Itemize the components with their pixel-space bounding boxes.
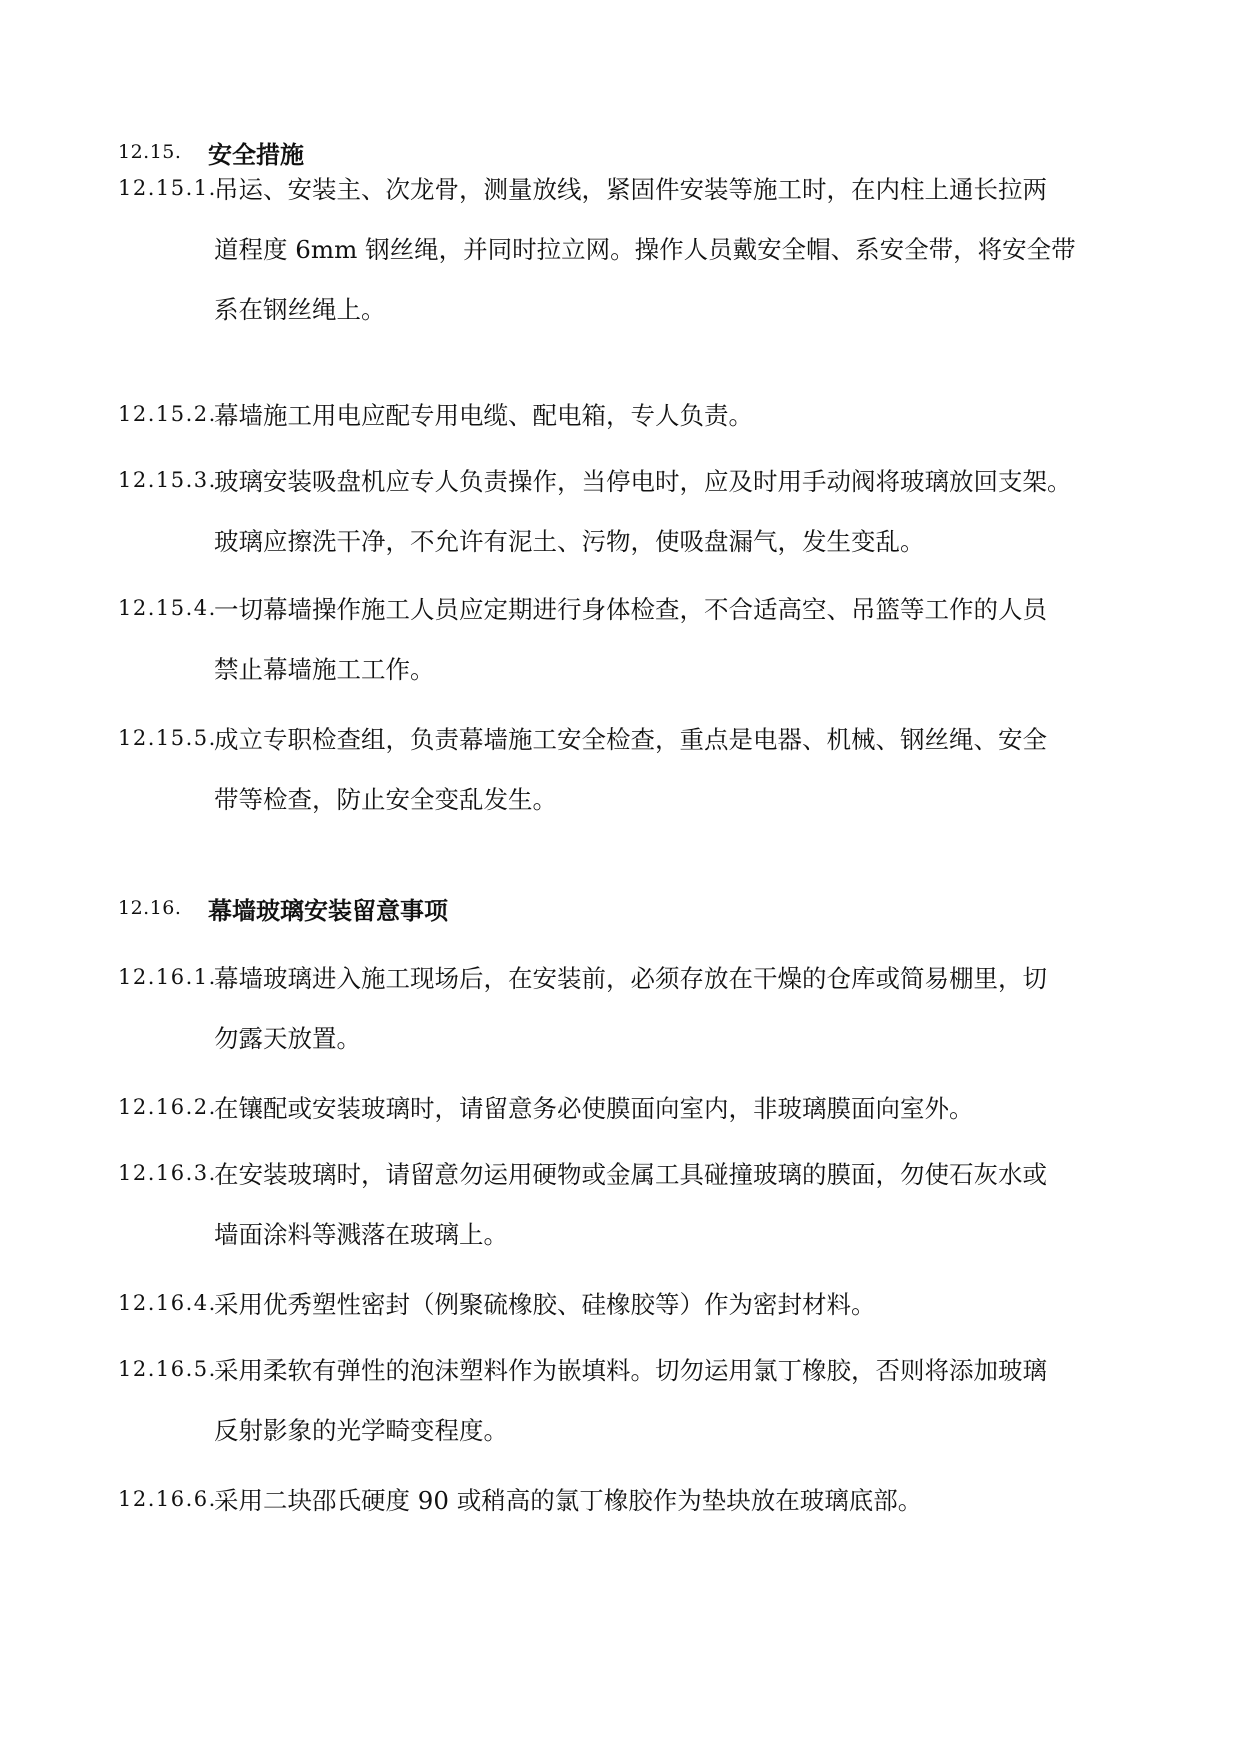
item-number: 12.16.4. xyxy=(118,1291,217,1315)
list-item xyxy=(118,1273,1138,1333)
item-text-line: 玻璃安装吸盘机应专人负责操作，当停电时，应及时用手动阀将玻璃放回支架。 xyxy=(214,466,1072,496)
item-text-line: 道程度 6mm 钢丝绳，并同时拉立网。操作人员戴安全帽、系安全带，将安全带 xyxy=(214,234,1076,264)
item-text-line: 采用二块邵氏硬度 90 或稍高的氯丁橡胶作为垫块放在玻璃底部。 xyxy=(214,1485,923,1515)
item-number: 12.15.2. xyxy=(118,402,217,426)
item-text-line: 墙面涂料等溅落在玻璃上。 xyxy=(214,1219,508,1249)
list-item xyxy=(118,1339,1138,1459)
item-number: 12.15.3. xyxy=(118,468,217,492)
item-text-line: 一切幕墙操作施工人员应定期进行身体检查，不合适高空、吊篮等工作的人员 xyxy=(214,594,1047,624)
item-text-line: 禁止幕墙施工工作。 xyxy=(214,654,435,684)
item-number: 12.16.6. xyxy=(118,1487,217,1511)
section-heading xyxy=(118,888,448,928)
list-item xyxy=(118,384,1138,444)
list-item xyxy=(118,578,1138,698)
item-text-line: 采用柔软有弹性的泡沫塑料作为嵌填料。切勿运用氯丁橡胶，否则将添加玻璃 xyxy=(214,1355,1047,1385)
item-number: 12.15.4. xyxy=(118,596,217,620)
list-item xyxy=(118,708,1138,828)
list-item xyxy=(118,450,1138,570)
item-number: 12.16.3. xyxy=(118,1161,217,1185)
item-text-line: 带等检查，防止安全变乱发生。 xyxy=(214,784,557,814)
item-text-line: 反射影象的光学畸变程度。 xyxy=(214,1415,508,1445)
list-item xyxy=(118,1077,1138,1137)
item-number: 12.15.5. xyxy=(118,726,217,750)
list-item xyxy=(118,947,1138,1067)
list-item xyxy=(118,1143,1138,1263)
item-number: 12.16.2. xyxy=(118,1095,217,1119)
item-text-line: 幕墙施工用电应配专用电缆、配电箱，专人负责。 xyxy=(214,400,753,430)
list-item xyxy=(118,1469,1138,1529)
item-text-line: 在安装玻璃时，请留意勿运用硬物或金属工具碰撞玻璃的膜面，勿使石灰水或 xyxy=(214,1159,1047,1189)
section-title: 安全措施 xyxy=(208,140,304,169)
item-text-line: 系在钢丝绳上。 xyxy=(214,294,386,324)
item-text-line: 成立专职检查组，负责幕墙施工安全检查，重点是电器、机械、钢丝绳、安全 xyxy=(214,724,1047,754)
item-text-line: 采用优秀塑性密封（例聚硫橡胶、硅橡胶等）作为密封材料。 xyxy=(214,1289,876,1319)
section-number: 12.16. xyxy=(118,897,182,919)
item-text-line: 吊运、安装主、次龙骨，测量放线，紧固件安装等施工时，在内柱上通长拉两 xyxy=(214,174,1047,204)
item-number: 12.15.1. xyxy=(118,176,217,200)
item-text-line: 玻璃应擦洗干净，不允许有泥土、污物，使吸盘漏气，发生变乱。 xyxy=(214,526,925,556)
list-item xyxy=(118,158,1138,338)
item-number: 12.16.5. xyxy=(118,1357,217,1381)
item-text-line: 勿露天放置。 xyxy=(214,1023,361,1053)
item-text-line: 幕墙玻璃进入施工现场后，在安装前，必须存放在干燥的仓库或简易棚里，切 xyxy=(214,963,1047,993)
item-number: 12.16.1. xyxy=(118,965,217,989)
item-text-line: 在镶配或安装玻璃时，请留意务必使膜面向室内，非玻璃膜面向室外。 xyxy=(214,1093,974,1123)
section-title: 幕墙玻璃安装留意事项 xyxy=(208,896,448,925)
section-number: 12.15. xyxy=(118,141,182,163)
